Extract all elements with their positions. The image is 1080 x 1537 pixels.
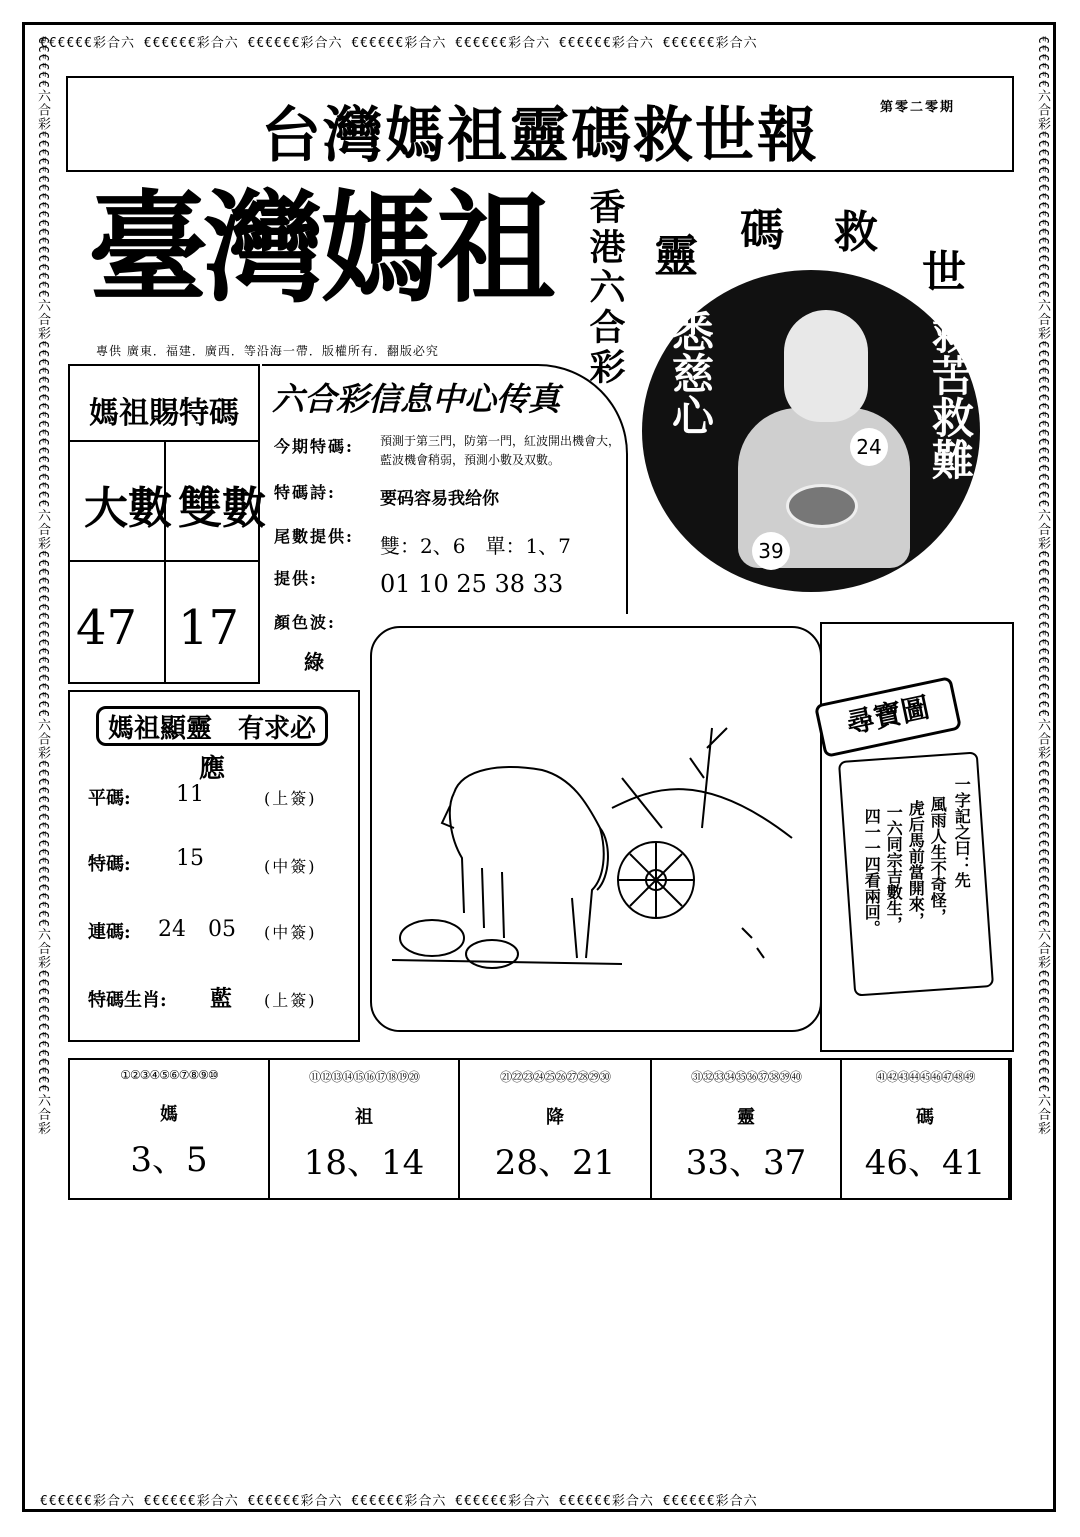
grid-column-3	[460, 1060, 652, 1198]
arc-char-2: 碼	[740, 205, 784, 256]
grid-circles-4: ㉛㉜㉝㉞㉟㊱㊲㊳㊴㊵	[690, 1070, 801, 1084]
sign-label-flat: 平碼:	[88, 788, 131, 809]
fax-value-special: 預測于第三門，防第一門，紅波開出機會大，藍波機會稍弱，預測小數及双數。	[380, 434, 621, 467]
gift-title: 媽祖賜特碼	[89, 396, 239, 431]
grid-numbers-1: 3、5	[130, 1140, 208, 1180]
grid-column-2	[270, 1060, 460, 1198]
big-title: 臺灣媽祖	[88, 180, 552, 319]
fax-title: 六合彩信息中心传真	[272, 380, 561, 418]
treasure-title: 尋寶圖	[814, 676, 962, 758]
poem-line-3: 虎后馬前當開來，	[906, 800, 926, 928]
fax-label-provide: 提供:	[274, 569, 318, 588]
grid-circles-3: ㉑㉒㉓㉔㉕㉖㉗㉘㉙㉚	[499, 1070, 610, 1084]
grid-char-1: 媽	[160, 1104, 178, 1125]
fax-value-poem: 要码容易我给你	[380, 489, 499, 509]
buddha-bowl	[786, 484, 858, 528]
sign-tag-linked: (中簽)	[264, 923, 317, 942]
sign-value-special: 15	[176, 846, 204, 871]
grid-numbers-2: 18、14	[303, 1143, 425, 1183]
grid-column-1	[70, 1060, 270, 1198]
ox-cart-illustration	[372, 628, 816, 1026]
badge-39: 39	[752, 532, 790, 570]
fax-label-special: 今期特碼:	[274, 437, 354, 456]
sign-value-zodiac: 藍	[210, 986, 233, 1012]
fax-label-tail: 尾數提供:	[274, 527, 354, 546]
fax-label-color: 顏色波:	[274, 613, 336, 632]
oval-right-text: 救苦救難	[926, 312, 975, 480]
vertical-title: 香港六合彩	[584, 188, 625, 388]
border-right: €€€€€€六合彩€€€€€€€€€€€€€€€€€€€六合彩€€€€€€€€€€€€€€€€€€€六合彩€€€€€€€€€€€€€€€€€€€六合彩€€€€€€€€€€€€€€€€€€€六合彩€€€€€€€€€€€€€€六合彩	[1035, 36, 1050, 1136]
grid-circles-5: ㊶㊷㊸㊹㊺㊻㊼㊽㊾	[875, 1070, 975, 1084]
grid-column-5	[842, 1060, 1010, 1198]
grid-column-4	[652, 1060, 842, 1198]
grid-char-5: 碼	[916, 1107, 934, 1128]
sign-tag-special: (中簽)	[264, 857, 317, 876]
fax-label-poem: 特碼詩:	[274, 483, 336, 502]
poem-line-2: 風雨人生不奇怪，	[928, 796, 948, 924]
fax-value-tail: 雙：2、6 單：1、7	[380, 534, 571, 558]
poem-line-5: 四一一四看兩回。	[862, 808, 882, 936]
cell-label-big: 大數	[84, 483, 172, 534]
grid-numbers-4: 33、37	[685, 1143, 807, 1183]
sign-tag-flat: (上簽)	[264, 789, 317, 808]
fax-value-provide: 01 10 25 38 33	[380, 570, 564, 598]
poem-line-4: 一六同宗吉數生，	[884, 804, 904, 932]
grid-numbers-3: 28、21	[494, 1143, 616, 1183]
cell-number-even: 17	[178, 600, 240, 656]
border-bottom: €€€€€€彩合六 €€€€€€彩合六 €€€€€€彩合六 €€€€€€彩合六 €€€€€€彩合六 €€€€€€彩合六 €€€€€€彩合六	[40, 1494, 758, 1509]
arc-char-4: 世	[922, 247, 966, 298]
arc-char-3: 救	[834, 207, 878, 258]
header-title: 台灣媽祖靈碼救世報	[261, 101, 819, 171]
cell-label-even: 雙數	[178, 483, 266, 534]
border-top: €€€€€€彩合六 €€€€€€彩合六 €€€€€€彩合六 €€€€€€彩合六 €€€€€€彩合六 €€€€€€彩合六 €€€€€€彩合六	[40, 36, 758, 51]
border-left: €€€€€€六合彩€€€€€€€€€€€€€€€€€€€六合彩€€€€€€€€€€€€€€€€€€€六合彩€€€€€€€€€€€€€€€€€€€六合彩€€€€€€€€€€€€€€€€€€€六合彩€€€€€€€€€€€€€€六合彩	[35, 36, 50, 1136]
sign-tag-zodiac: (上簽)	[264, 991, 317, 1010]
grid-circles-1: ①②③④⑤⑥⑦⑧⑨⑩	[120, 1068, 218, 1082]
sign-value-linked: 24 05	[158, 917, 236, 942]
buddha-face	[784, 310, 868, 422]
sign-label-linked: 連碼:	[88, 922, 131, 943]
grid-char-3: 降	[546, 1107, 564, 1128]
cell-number-big: 47	[76, 600, 138, 656]
poem-line-1: 一字記之曰：先	[952, 776, 972, 888]
badge-24: 24	[850, 428, 888, 466]
oval-left-text: 悉慈心	[666, 310, 715, 436]
grid-char-2: 祖	[355, 1107, 373, 1128]
sign-label-special: 特碼:	[88, 854, 131, 875]
issue-number: 第零二零期	[880, 100, 956, 115]
grid-circles-2: ⑪⑫⑬⑭⑮⑯⑰⑱⑲⑳	[308, 1070, 419, 1084]
fax-value-color: 綠	[304, 650, 324, 674]
arc-char-1: 靈	[654, 231, 698, 282]
grid-char-4: 靈	[737, 1107, 755, 1128]
sign-label-zodiac: 特碼生肖:	[88, 990, 167, 1011]
copyright-note: 專供 廣東．福建．廣西．等沿海一帶．版權所有．翻版必究	[96, 344, 439, 358]
signs-title: 媽祖顯靈 有求必應	[96, 706, 328, 746]
grid-numbers-5: 46、41	[864, 1143, 986, 1183]
sign-value-flat: 11	[176, 782, 204, 807]
